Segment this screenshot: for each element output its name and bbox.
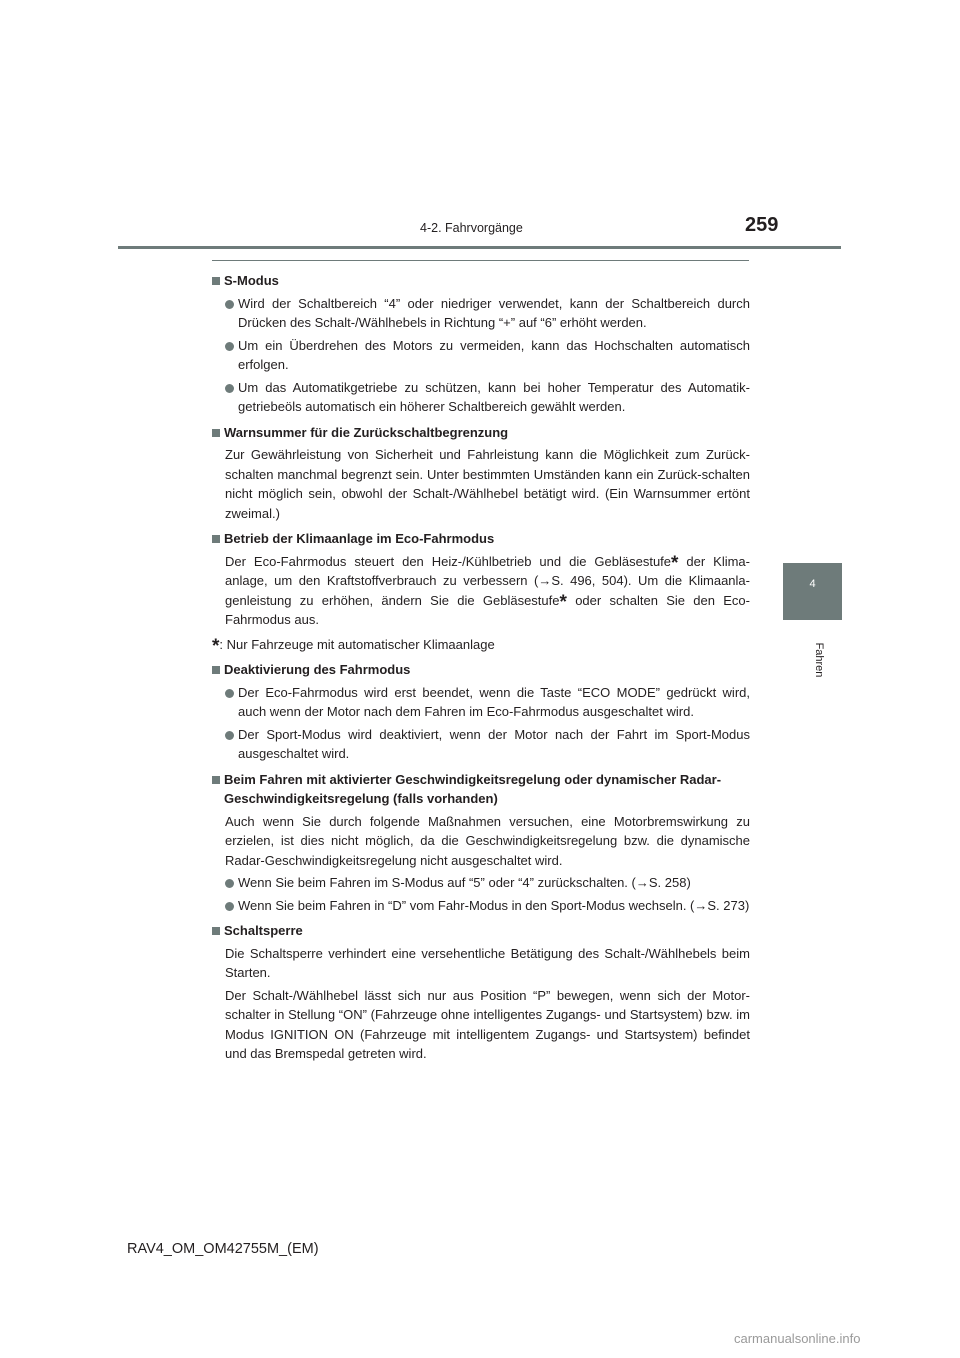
footnote-star: *	[671, 552, 679, 574]
header-section-title: 4-2. Fahrvorgänge	[420, 221, 523, 235]
section-title-warnsummer: Warnsummer für die Zurückschaltbegrenzung	[212, 423, 750, 443]
bullet-item: Um ein Überdrehen des Motors zu vermeiden, kann das Hochschalten automatisch erfolgen.	[212, 336, 750, 375]
chapter-label-wrap	[812, 640, 826, 680]
section-square-icon	[212, 776, 220, 784]
page-number: 259	[745, 214, 779, 236]
paragraph: Der Schalt-/Wählhebel lässt sich nur aus Position “P” bewegen, wenn sich der Motor-schalter in Stellung “ON” (Fahrzeuge ohne intelligentes Zugangs- und Startsystem) bzw. im Modus IGNITION ON (Fahrzeuge mit intelligentem Zugangs- und Startsystem) befindet und das Bremspedal getreten wird.	[225, 987, 750, 1061]
bullet-dot-icon	[225, 342, 234, 351]
paragraph: Die Schaltsperre verhindert eine versehentliche Betätigung des Schalt-/Wählhebels beim Starten.	[225, 945, 750, 980]
section-title-schaltsperre: Schaltsperre	[212, 921, 750, 941]
document-code: RAV4_OM_OM42755M_(EM)	[127, 1241, 319, 1257]
bullet-item: Um das Automatikgetriebe zu schützen, kann bei hoher Temperatur des Automatik-getriebeöls automatisch ein höherer Schaltbereich gewählt werden.	[212, 378, 750, 417]
paragraph: Zur Gewährleistung von Sicherheit und Fahrleistung kann die Möglichkeit zum Zurück-schalten manchmal begrenzt sein. Unter bestimmten Umständen kann ein Zurück-schalten nicht möglich sein, obwohl der Schalt-/Wählhebel betätigt wird. (Ein Warnsummer ertönt zweimal.)	[225, 447, 750, 521]
chapter-tab	[783, 563, 842, 620]
section-title-klima: Betrieb der Klimaanlage im Eco-Fahrmodus	[212, 529, 750, 549]
bullet-dot-icon	[225, 879, 234, 888]
bullet-item: Der Eco-Fahrmodus wird erst beendet, wenn die Taste “ECO MODE” gedrückt wird, auch wenn der Motor nach dem Fahren im Eco-Fahrmodus ausgeschaltet wird.	[212, 683, 750, 722]
section-square-icon	[212, 429, 220, 437]
section-title-deaktivierung: Deaktivierung des Fahrmodus	[212, 660, 750, 680]
bullet-dot-icon	[225, 689, 234, 698]
paragraph: Auch wenn Sie durch folgende Maßnahmen versuchen, eine Motorbremswirkung zu erzielen, ist dies nicht möglich, da die Geschwindigkeitsregelung bzw. die dynamische Radar-Geschwindigkeitsregelung nicht ausgeschaltet wird.	[225, 813, 750, 868]
page-content	[212, 265, 750, 1064]
bullet-dot-icon	[225, 902, 234, 911]
content-rule	[212, 260, 749, 261]
chapter-number: 4	[809, 578, 816, 590]
footnote-star: *	[559, 591, 567, 613]
section-title-geschwindigkeit: Beim Fahren mit aktivierter Geschwindigkeitsregelung oder dynamischer Radar-Geschwindigkeitsregelung (falls vorhanden)	[212, 770, 750, 809]
section-square-icon	[212, 277, 220, 285]
bullet-dot-icon	[225, 384, 234, 393]
bullet-item: Wenn Sie beim Fahren in “D” vom Fahr-Modus in den Sport-Modus wechseln. (→S. 273)	[212, 896, 750, 916]
bullet-item: Wenn Sie beim Fahren im S-Modus auf “5” oder “4” zurückschalten. (→S. 258)	[212, 873, 750, 893]
header-rule	[118, 246, 841, 249]
bullet-dot-icon	[225, 300, 234, 309]
footnote-star: *	[212, 635, 220, 657]
bullet-dot-icon	[225, 731, 234, 740]
section-title-s-modus: S-Modus	[212, 271, 750, 291]
footnote: *: Nur Fahrzeuge mit automatischer Klimaanlage	[212, 635, 495, 657]
bullet-item: Der Sport-Modus wird deaktiviert, wenn der Motor nach der Fahrt im Sport-Modus ausgeschaltet wird.	[212, 725, 750, 764]
watermark: carmanualsonline.info	[734, 1331, 861, 1346]
section-square-icon	[212, 927, 220, 935]
section-square-icon	[212, 666, 220, 674]
chapter-label: Fahren	[813, 642, 825, 678]
section-square-icon	[212, 535, 220, 543]
paragraph: Der Eco-Fahrmodus steuert den Heiz-/Kühlbetrieb und die Gebläsestufe* der Klima-anlage, um den Kraftstoffverbrauch zu verbessern (→S. 496, 504). Um die Klimaanla-genleistung zu erhöhen, ändern Sie die Gebläsestufe* oder schalten Sie den Eco-Fahrmodus aus.	[225, 552, 750, 627]
bullet-item: Wird der Schaltbereich “4” oder niedriger verwendet, kann der Schaltbereich durch Drücken des Schalt-/Wählhebels in Richtung “+” auf “6” erhöht werden.	[212, 294, 750, 333]
